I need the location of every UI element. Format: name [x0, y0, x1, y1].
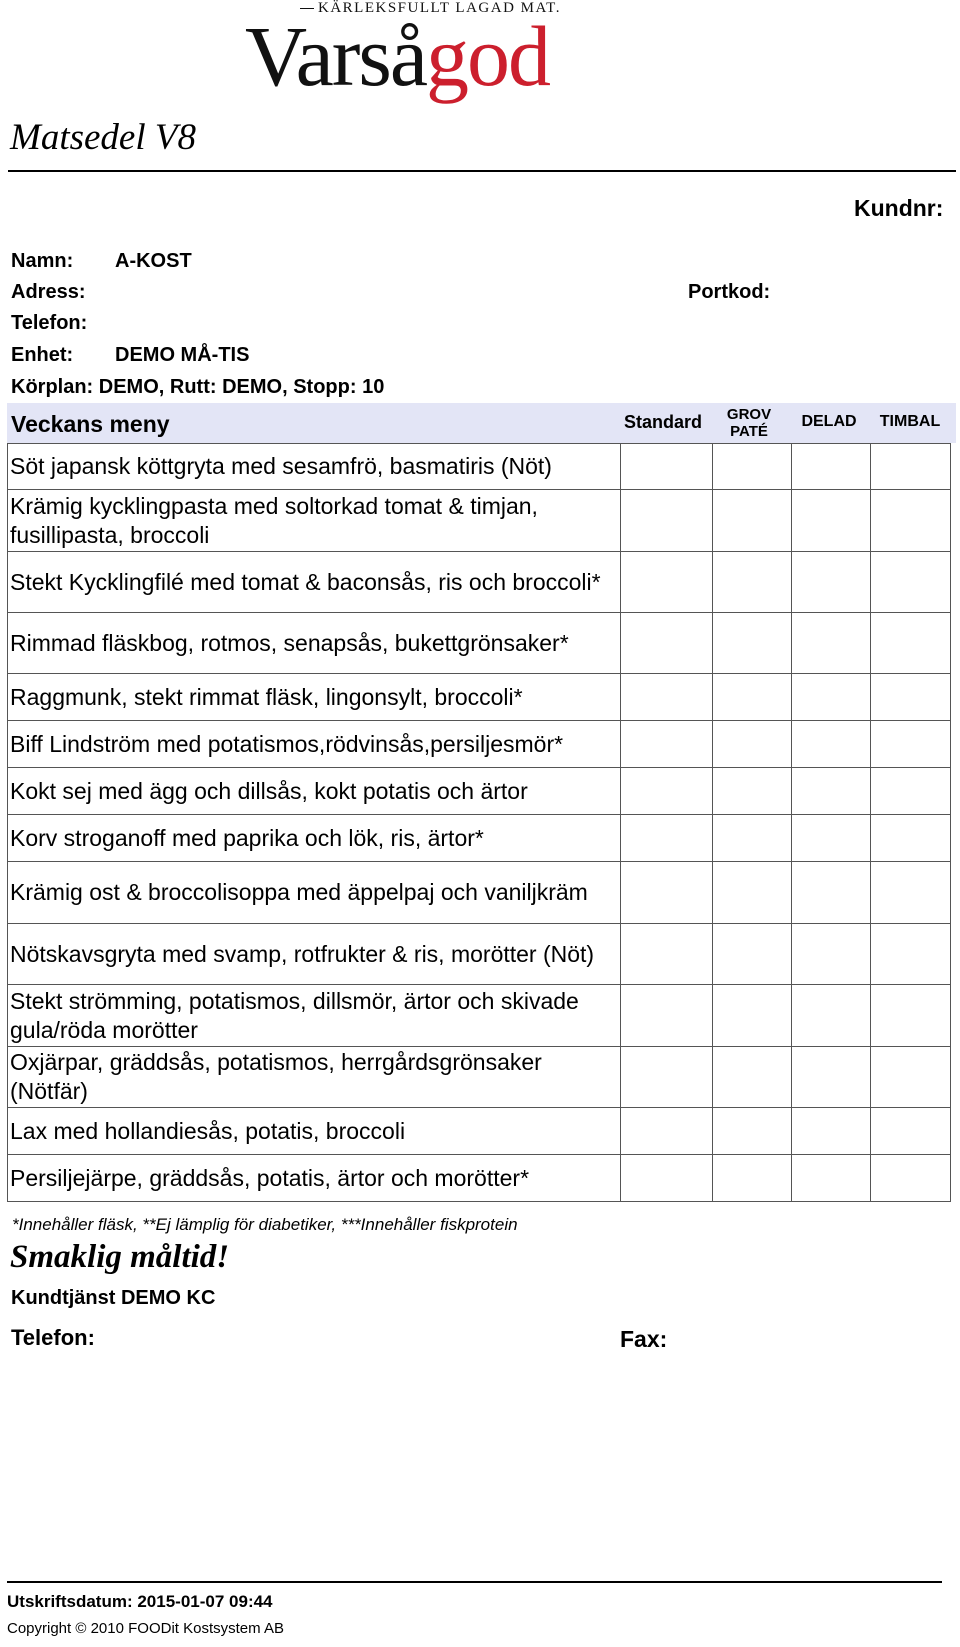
order-cell-delad[interactable]: [792, 1108, 871, 1155]
order-cell-standard[interactable]: [621, 985, 713, 1047]
order-cell-timbal[interactable]: [871, 444, 951, 490]
order-cell-delad[interactable]: [792, 674, 871, 721]
menu-row: [8, 1047, 951, 1108]
varsagod-logo: Varsågod: [245, 8, 550, 104]
order-cell-grov-pate[interactable]: [713, 862, 792, 924]
dish-name: Krämig kycklingpasta med soltorkad tomat & timjan, fusillipasta, broccoli: [8, 490, 621, 552]
logo-tagline: KÄRLEKSFULLT LAGAD MAT.: [300, 0, 561, 17]
route-info: Körplan: DEMO, Rutt: DEMO, Stopp: 10: [11, 376, 385, 398]
order-cell-timbal[interactable]: [871, 862, 951, 924]
order-cell-timbal[interactable]: [871, 721, 951, 768]
footer-divider: [7, 1581, 942, 1583]
order-cell-grov-pate[interactable]: [713, 490, 792, 552]
name-row: [11, 250, 192, 273]
closing-greeting: Smaklig måltid!: [10, 1239, 230, 1275]
portkod-label: Portkod:: [688, 281, 771, 303]
order-cell-delad[interactable]: [792, 721, 871, 768]
order-cell-standard[interactable]: [621, 815, 713, 862]
menu-row: [8, 985, 951, 1047]
column-timbal: TIMBAL: [879, 413, 941, 430]
order-cell-standard[interactable]: [621, 674, 713, 721]
dish-name: Lax med hollandiesås, potatis, broccoli: [8, 1108, 621, 1155]
menu-row: [8, 490, 951, 552]
name-label: Namn:: [11, 250, 74, 272]
order-cell-standard[interactable]: [621, 1155, 713, 1202]
menu-row: [8, 674, 951, 721]
column-grov-pate: GROV PATÉ: [726, 406, 772, 440]
page-title: Matsedel V8: [10, 117, 196, 158]
order-cell-delad[interactable]: [792, 985, 871, 1047]
order-cell-grov-pate[interactable]: [713, 815, 792, 862]
column-delad: DELAD: [801, 413, 857, 430]
footer-phone-label: Telefon:: [11, 1325, 95, 1350]
dish-name: Korv stroganoff med paprika och lök, ris, ärtor*: [8, 815, 621, 862]
order-cell-delad[interactable]: [792, 768, 871, 815]
order-cell-standard[interactable]: [621, 924, 713, 985]
order-cell-grov-pate[interactable]: [713, 1108, 792, 1155]
order-cell-standard[interactable]: [621, 1108, 713, 1155]
order-cell-standard[interactable]: [621, 552, 713, 613]
order-cell-standard[interactable]: [621, 490, 713, 552]
order-cell-timbal[interactable]: [871, 674, 951, 721]
print-date: Utskriftsdatum: 2015-01-07 09:44: [7, 1592, 273, 1611]
dish-name: Raggmunk, stekt rimmat fläsk, lingonsylt, broccoli*: [8, 674, 621, 721]
dish-name: Stekt strömming, potatismos, dillsmör, ärtor och skivade gula/röda morötter: [8, 985, 621, 1047]
order-cell-grov-pate[interactable]: [713, 552, 792, 613]
dish-name: Rimmad fläskbog, rotmos, senapsås, bukettgrönsaker*: [8, 613, 621, 674]
order-cell-delad[interactable]: [792, 1047, 871, 1108]
order-cell-delad[interactable]: [792, 1155, 871, 1202]
dish-name: Krämig ost & broccolisoppa med äppelpaj och vaniljkräm: [8, 862, 621, 924]
order-cell-grov-pate[interactable]: [713, 768, 792, 815]
phone-label: Telefon:: [11, 312, 88, 334]
menu-row: [8, 862, 951, 924]
order-cell-grov-pate[interactable]: [713, 985, 792, 1047]
order-cell-timbal[interactable]: [871, 768, 951, 815]
dish-name: Nötskavsgryta med svamp, rotfrukter & ris, morötter (Nöt): [8, 924, 621, 985]
dish-name: Persiljejärpe, gräddsås, potatis, ärtor och morötter*: [8, 1155, 621, 1202]
dish-name: Oxjärpar, gräddsås, potatismos, herrgårdsgrönsaker (Nötfär): [8, 1047, 621, 1108]
footer-fax-label: Fax:: [620, 1326, 668, 1352]
footnote: *Innehåller fläsk, **Ej lämplig för diabetiker, ***Innehåller fiskprotein: [12, 1215, 518, 1234]
dish-name: Biff Lindström med potatismos,rödvinsås,persiljesmör*: [8, 721, 621, 768]
order-cell-timbal[interactable]: [871, 924, 951, 985]
menu-row: [8, 924, 951, 985]
order-cell-timbal[interactable]: [871, 985, 951, 1047]
menu-row: [8, 768, 951, 815]
order-cell-delad[interactable]: [792, 490, 871, 552]
customer-service: Kundtjänst DEMO KC: [11, 1287, 216, 1309]
order-cell-timbal[interactable]: [871, 490, 951, 552]
order-cell-grov-pate[interactable]: [713, 444, 792, 490]
order-cell-grov-pate[interactable]: [713, 613, 792, 674]
order-cell-grov-pate[interactable]: [713, 1155, 792, 1202]
menu-title: Veckans meny: [11, 411, 170, 437]
order-cell-timbal[interactable]: [871, 552, 951, 613]
order-cell-standard[interactable]: [621, 768, 713, 815]
menu-row: [8, 815, 951, 862]
order-cell-delad[interactable]: [792, 924, 871, 985]
order-cell-standard[interactable]: [621, 444, 713, 490]
menu-row: [8, 613, 951, 674]
order-cell-timbal[interactable]: [871, 815, 951, 862]
order-cell-delad[interactable]: [792, 552, 871, 613]
order-cell-grov-pate[interactable]: [713, 1047, 792, 1108]
order-cell-timbal[interactable]: [871, 1155, 951, 1202]
order-cell-grov-pate[interactable]: [713, 721, 792, 768]
menu-row: [8, 552, 951, 613]
order-cell-grov-pate[interactable]: [713, 674, 792, 721]
name-value: A-KOST: [115, 250, 192, 272]
order-cell-grov-pate[interactable]: [713, 924, 792, 985]
menu-row: [8, 1155, 951, 1202]
order-cell-delad[interactable]: [792, 862, 871, 924]
menu-row: [8, 1108, 951, 1155]
customer-number-label: Kundnr:: [854, 195, 944, 221]
order-cell-timbal[interactable]: [871, 1047, 951, 1108]
copyright: Copyright © 2010 FOODit Kostsystem AB: [7, 1620, 284, 1637]
order-cell-delad[interactable]: [792, 444, 871, 490]
order-cell-timbal[interactable]: [871, 613, 951, 674]
address-label: Adress:: [11, 281, 86, 303]
dish-name: Stekt Kycklingfilé med tomat & baconsås, ris och broccoli*: [8, 552, 621, 613]
menu-row: [8, 444, 951, 490]
title-divider: [8, 170, 956, 172]
unit-value: DEMO MÅ-TIS: [115, 344, 250, 366]
dish-name: Kokt sej med ägg och dillsås, kokt potatis och ärtor: [8, 768, 621, 815]
order-cell-standard[interactable]: [621, 613, 713, 674]
column-standard: Standard: [623, 412, 702, 432]
order-cell-standard[interactable]: [621, 862, 713, 924]
menu-table: [7, 443, 951, 1202]
order-cell-timbal[interactable]: [871, 1108, 951, 1155]
unit-label: Enhet:: [11, 344, 74, 366]
unit-row: [11, 344, 250, 367]
order-cell-standard[interactable]: [621, 721, 713, 768]
menu-row: [8, 721, 951, 768]
order-cell-delad[interactable]: [792, 815, 871, 862]
dish-name: Söt japansk köttgryta med sesamfrö, basmatiris (Nöt): [8, 444, 621, 490]
order-cell-delad[interactable]: [792, 613, 871, 674]
order-cell-standard[interactable]: [621, 1047, 713, 1108]
